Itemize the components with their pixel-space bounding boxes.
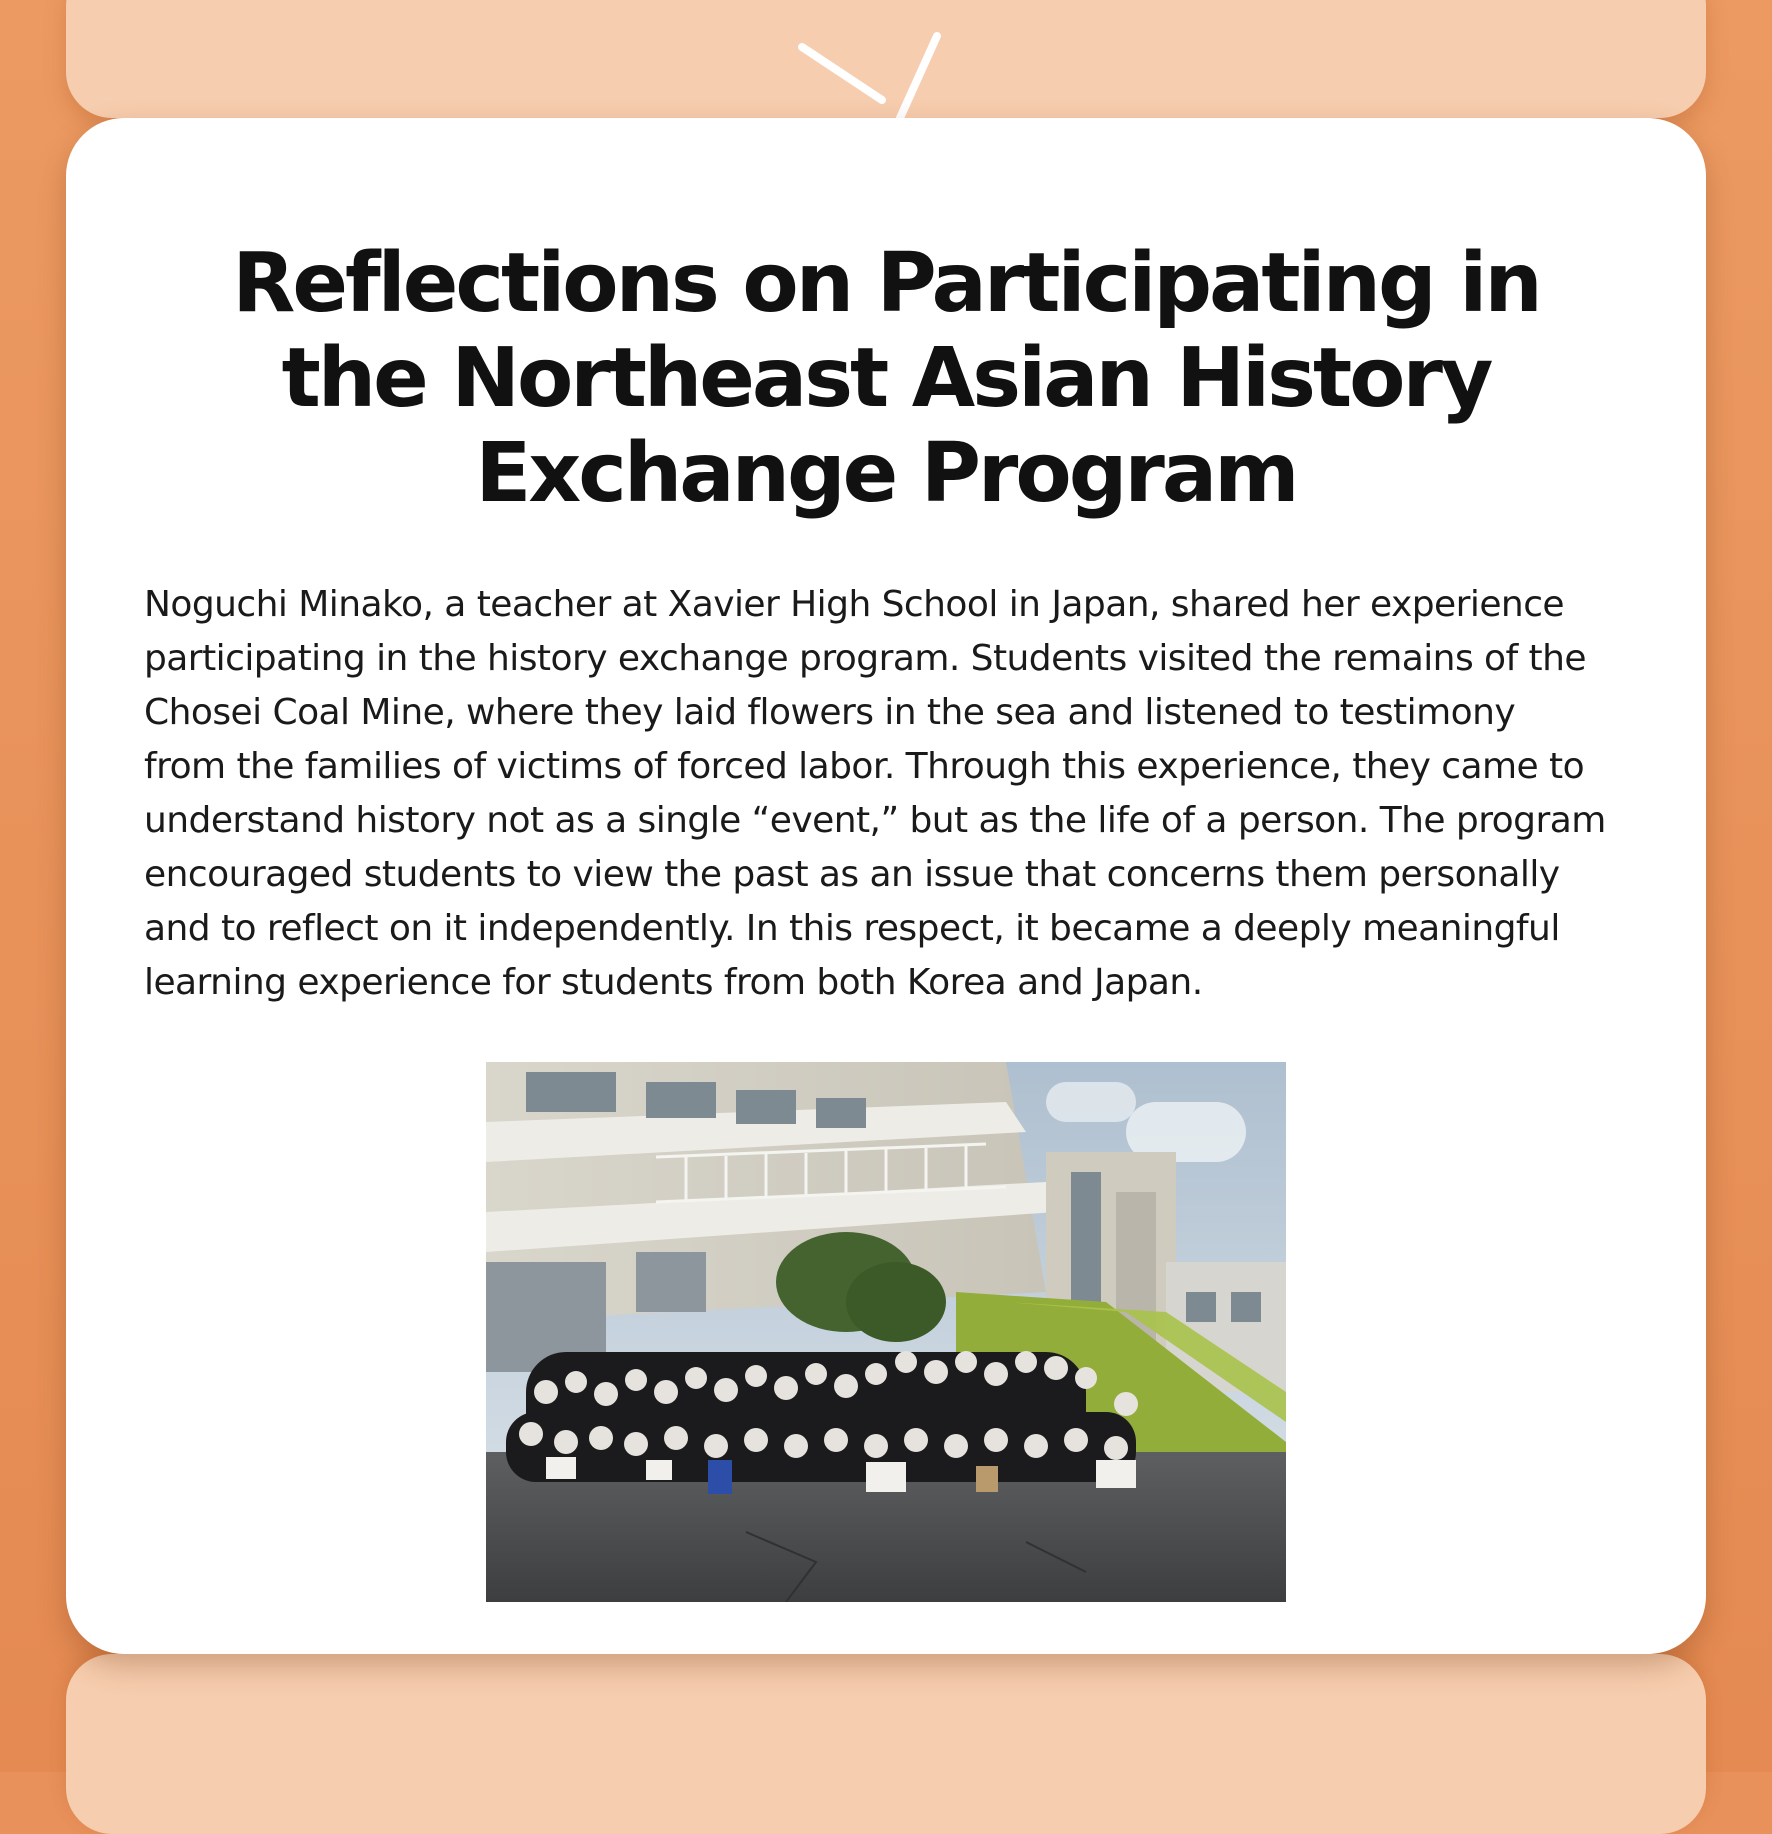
body-line: understand history not as a single “event,” but as the life of a person. The program — [144, 800, 1606, 841]
body-paragraph — [144, 578, 1644, 1010]
body-line: from the families of victims of forced labor. Through this experience, they came to — [144, 746, 1585, 787]
body-line: encouraged students to view the past as an issue that concerns them personally — [144, 854, 1560, 895]
body-line: and to reflect on it independently. In this respect, it became a deeply meaningful — [144, 908, 1560, 949]
body-line: Noguchi Minako, a teacher at Xavier High School in Japan, shared her experience — [144, 584, 1565, 625]
body-line: participating in the history exchange program. Students visited the remains of the — [144, 638, 1586, 679]
group-photo — [486, 1062, 1286, 1602]
page-title — [180, 236, 1592, 521]
body-line: Chosei Coal Mine, where they laid flowers in the sea and listened to testimony — [144, 692, 1516, 733]
decorative-lines — [780, 22, 960, 132]
bottom-tab — [66, 1654, 1706, 1834]
body-line: learning experience for students from both Korea and Japan. — [144, 962, 1203, 1003]
title-line: Exchange Program — [475, 426, 1297, 521]
group-photo-illustration — [486, 1062, 1286, 1602]
title-line: the Northeast Asian History — [281, 331, 1491, 426]
title-line: Reflections on Participating in — [232, 236, 1540, 331]
